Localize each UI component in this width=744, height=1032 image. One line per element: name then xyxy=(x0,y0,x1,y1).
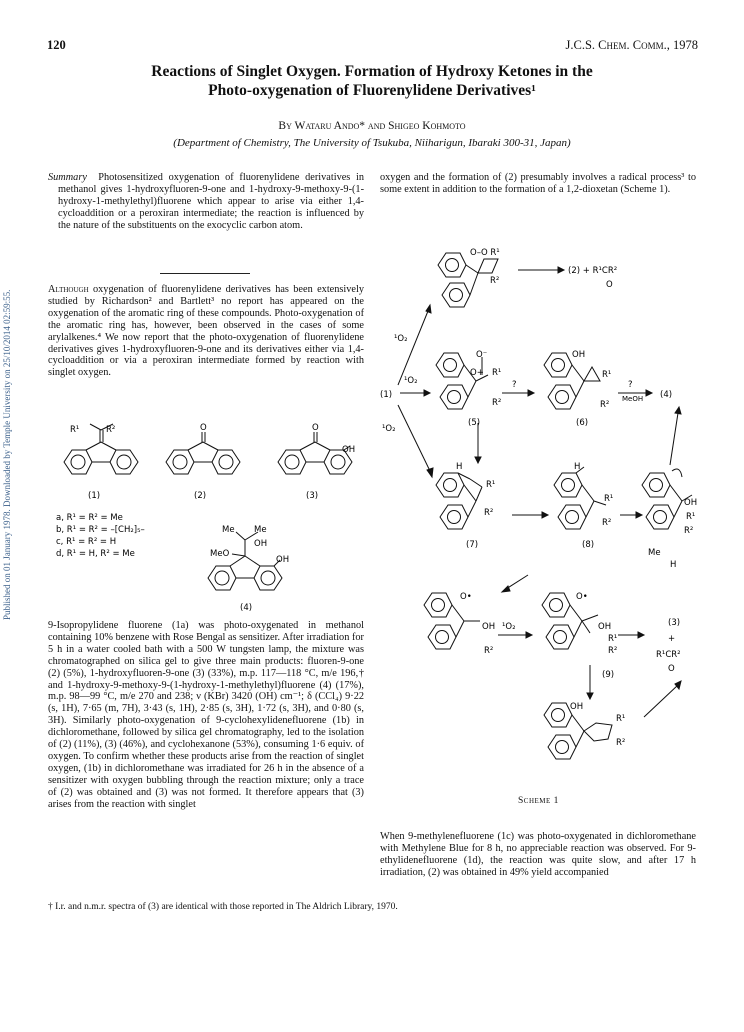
page-number: 120 xyxy=(47,38,66,52)
scheme-r2-6: R² xyxy=(600,400,610,410)
scheme-r1-bottom: R¹ xyxy=(616,714,626,724)
scheme-singlet-o2-b: ¹O₂ xyxy=(404,376,418,386)
scheme-oo-r1: O–O R¹ xyxy=(470,248,500,258)
substituent-c: c, R¹ = R² = H xyxy=(56,537,117,547)
paragraph-1-text: oxygenation of fluorenylidene derivatives has been extensively studied by Richardson² and Bartlett³ no report has appeared on the oxygenation of the aromatic ring of these compounds. Photo-oxygenation of the aromatic ring has, however, been observed in the cases of some arylalkenes.⁴ We now report that the photo-oxygenation of fluorenylidene derivatives gives 1-hydroxyfluoren-9-one and its derivatives either via 1,4-cycloaddition or via a peroxiran intermediate formed by reaction with singlet oxygen. xyxy=(48,284,364,379)
structure-2 xyxy=(166,432,240,474)
scheme-h-7: H xyxy=(456,462,463,472)
label-oh-3: OH xyxy=(342,445,356,455)
label-r1: R¹ xyxy=(70,425,80,435)
label-compound-4: (4) xyxy=(240,603,253,613)
scheme-r2-top: R² xyxy=(490,276,500,286)
scheme-label-1: (1) xyxy=(380,390,393,400)
scheme-me-right: Me xyxy=(648,548,661,558)
substituent-a: a, R¹ = R² = Me xyxy=(56,513,123,523)
article-title xyxy=(40,62,704,100)
download-notice xyxy=(0,200,18,620)
download-notice-text: Published on 01 January 1978. Downloaded by Temple University on 25/10/2014 02:59:55. xyxy=(2,289,12,620)
scheme-r1-9: R¹ xyxy=(608,634,618,644)
summary-label: Summary xyxy=(48,172,87,183)
scheme-plus: + xyxy=(668,634,676,644)
label-oh-4a: OH xyxy=(254,539,268,549)
footnote: † I.r. and n.m.r. spectra of (3) are identical with those reported in The Aldrich Library, 1970. xyxy=(48,902,398,912)
scheme-r2-right: R² xyxy=(684,526,694,536)
scheme-o-top: O xyxy=(606,280,613,290)
right-paragraph-2: When 9-methylenefluorene (1c) was photo-oxygenated in dichloromethane with Methylene Blue for 8 h, no appreciable reaction was observed. For 9-ethylidenefluorene (1d), the reaction was quite slow, and after 17 h irradiation, (2) was obtained in 49% yield accompanied xyxy=(380,831,696,878)
affiliation: (Department of Chemistry, The University of Tsukuba, Niiharigun, Ibaraki 300-31, Japan) xyxy=(173,137,571,149)
scheme-label-3: (3) xyxy=(668,618,681,628)
scheme-label-9: (9) xyxy=(602,670,615,680)
scheme-oh-6: OH xyxy=(572,350,586,360)
scheme-oh-9: OH xyxy=(598,622,612,632)
title-line-2: Photo-oxygenation of Fluorenylidene Derivatives¹ xyxy=(208,82,536,99)
body-paragraph-2: 9-Isopropylidene fluorene (1a) was photo-oxygenated in methanol containing 10% benzene with Rose Bengal as sensitizer. After irradiation for 5 h in a water cooled bath with a 500 W tungsten lamp, the mixture was chromatographed on silica gel to give three main products: fluoren-9-one (2) (5%), 1-hydroxyfluoren-9-one (3) (33%), m.p. 117—118 °C, m/e 196,† and 1-hydroxy-9-methoxy-9-(1-hydroxy-1-methylethyl)fluorene (4) (17%), m.p. 98—99 °C, m/e 270 and 238; ν (KBr) 3420 (OH) cm⁻¹; δ (CCl₄) 9·22 (s, 1H), 7·65 (m, 7H), 3·43 (s, 1H), 2·85 (s, 3H), 1·72 (s, 3H), and 0·80 (s, 3H). Similarly photo-oxygenation of 9-cyclohexylidenefluorene (1b) in dichloromethane, followed by silica gel chromatography, led to the isolation of (2) (11%), (3) (46%), and cyclohexanone (53%), consuming 1·6 equiv. of oxygen. To confirm whether these products arise from the reaction of singlet oxygen, (1b) in dichloromethane was irradiated for 26 h in the absence of a sensitizer with oxygen bubbling through the reaction mixture; only a trace of (2) was obtained and (3) was not formed. It therefore appears that (3) arises from the reaction with singlet xyxy=(48,620,364,810)
scheme-r2-left: R² xyxy=(484,646,494,656)
scheme-o-plus: O+ xyxy=(470,368,484,378)
label-meo: MeO xyxy=(210,549,230,559)
paragraph-lead: Although xyxy=(48,284,89,295)
scheme-question-1: ? xyxy=(512,380,517,390)
scheme-o-minus: O⁻ xyxy=(476,350,488,360)
scheme-question-2: ? xyxy=(628,380,633,390)
scheme-h-8: H xyxy=(574,462,581,472)
scheme-singlet-o2-d: ¹O₂ xyxy=(502,622,516,632)
summary-block xyxy=(48,172,364,232)
scheme-label-7: (7) xyxy=(466,540,479,550)
scheme-r2-7: R² xyxy=(484,508,494,518)
scheme-singlet-o2-c: ¹O₂ xyxy=(382,424,396,434)
scheme-products-top: (2) + R¹CR² xyxy=(568,266,618,276)
scheme-r2-9: R² xyxy=(608,646,618,656)
scheme-r1-5: R¹ xyxy=(492,368,502,378)
title-line-1: Reactions of Singlet Oxygen. Formation of Hydroxy Ketones in the xyxy=(151,63,593,80)
label-compound-1: (1) xyxy=(88,491,101,501)
structure-3 xyxy=(278,432,352,474)
scheme-h-right: H xyxy=(670,560,677,570)
scheme-r1-6: R¹ xyxy=(602,370,612,380)
scheme-label-6: (6) xyxy=(576,418,589,428)
scheme-caption: Scheme 1 xyxy=(518,796,559,806)
scheme-singlet-o2-a: ¹O₂ xyxy=(394,334,408,344)
scheme-r1-7: R¹ xyxy=(486,480,496,490)
label-o-3: O xyxy=(312,423,319,433)
scheme-products-bottom: R¹CR² xyxy=(656,650,681,660)
scheme-r1-8: R¹ xyxy=(604,494,614,504)
label-me-left: Me xyxy=(222,525,235,535)
substituent-b: b, R¹ = R² = –[CH₂]₅– xyxy=(56,525,145,535)
scheme-r2-bottom: R² xyxy=(616,738,626,748)
scheme-meoh: MeOH xyxy=(622,395,644,403)
scheme-r1-right: R¹ xyxy=(686,512,696,522)
scheme-oh-right: OH xyxy=(684,498,698,508)
label-compound-2: (2) xyxy=(194,491,207,501)
structure-4 xyxy=(208,532,282,590)
label-r2: R² xyxy=(106,425,116,435)
scheme-oh-bottom: OH xyxy=(570,702,584,712)
scheme-oh-left: OH xyxy=(482,622,496,632)
label-compound-3: (3) xyxy=(306,491,319,501)
scheme-label-5: (5) xyxy=(468,418,481,428)
body-paragraph-1 xyxy=(48,284,364,379)
scheme-o-bottom: O xyxy=(668,664,675,674)
scheme-label-4: (4) xyxy=(660,390,673,400)
label-o-2: O xyxy=(200,423,207,433)
right-paragraph-1: oxygen and the formation of (2) presumably involves a radical process³ to some extent in addition to the formation of a 1,2-dioxetan (Scheme 1). xyxy=(380,172,696,195)
scheme-r2-5: R² xyxy=(492,398,502,408)
authors: By Wataru Ando* and Shigeo Kohmoto xyxy=(278,120,466,132)
compound-structures xyxy=(48,420,364,615)
label-oh-4b: OH xyxy=(276,555,290,565)
scheme-o-radical-left: O• xyxy=(460,592,472,602)
summary-text: Photosensitized oxygenation of fluorenylidene derivatives in methanol gives 1-hydroxyfluoren-9-one and 1-hydroxy-9-methoxy-9-(1-hydroxy-1-methylethyl)fluorene which appear to arise via either 1,4-cycloaddition or a peroxiran intermediate; the reaction is influenced by the nature of the substituents on the exocyclic carbon atom. xyxy=(58,172,364,231)
scheme-o-radical-9: O• xyxy=(576,592,588,602)
separator-rule xyxy=(160,273,250,274)
label-me-right: Me xyxy=(254,525,267,535)
running-head: J.C.S. Chem. Comm., 1978 xyxy=(565,38,698,52)
substituent-d: d, R¹ = H, R² = Me xyxy=(56,549,135,559)
scheme-1-diagram xyxy=(378,225,700,795)
scheme-r2-8: R² xyxy=(602,518,612,528)
scheme-label-8: (8) xyxy=(582,540,595,550)
